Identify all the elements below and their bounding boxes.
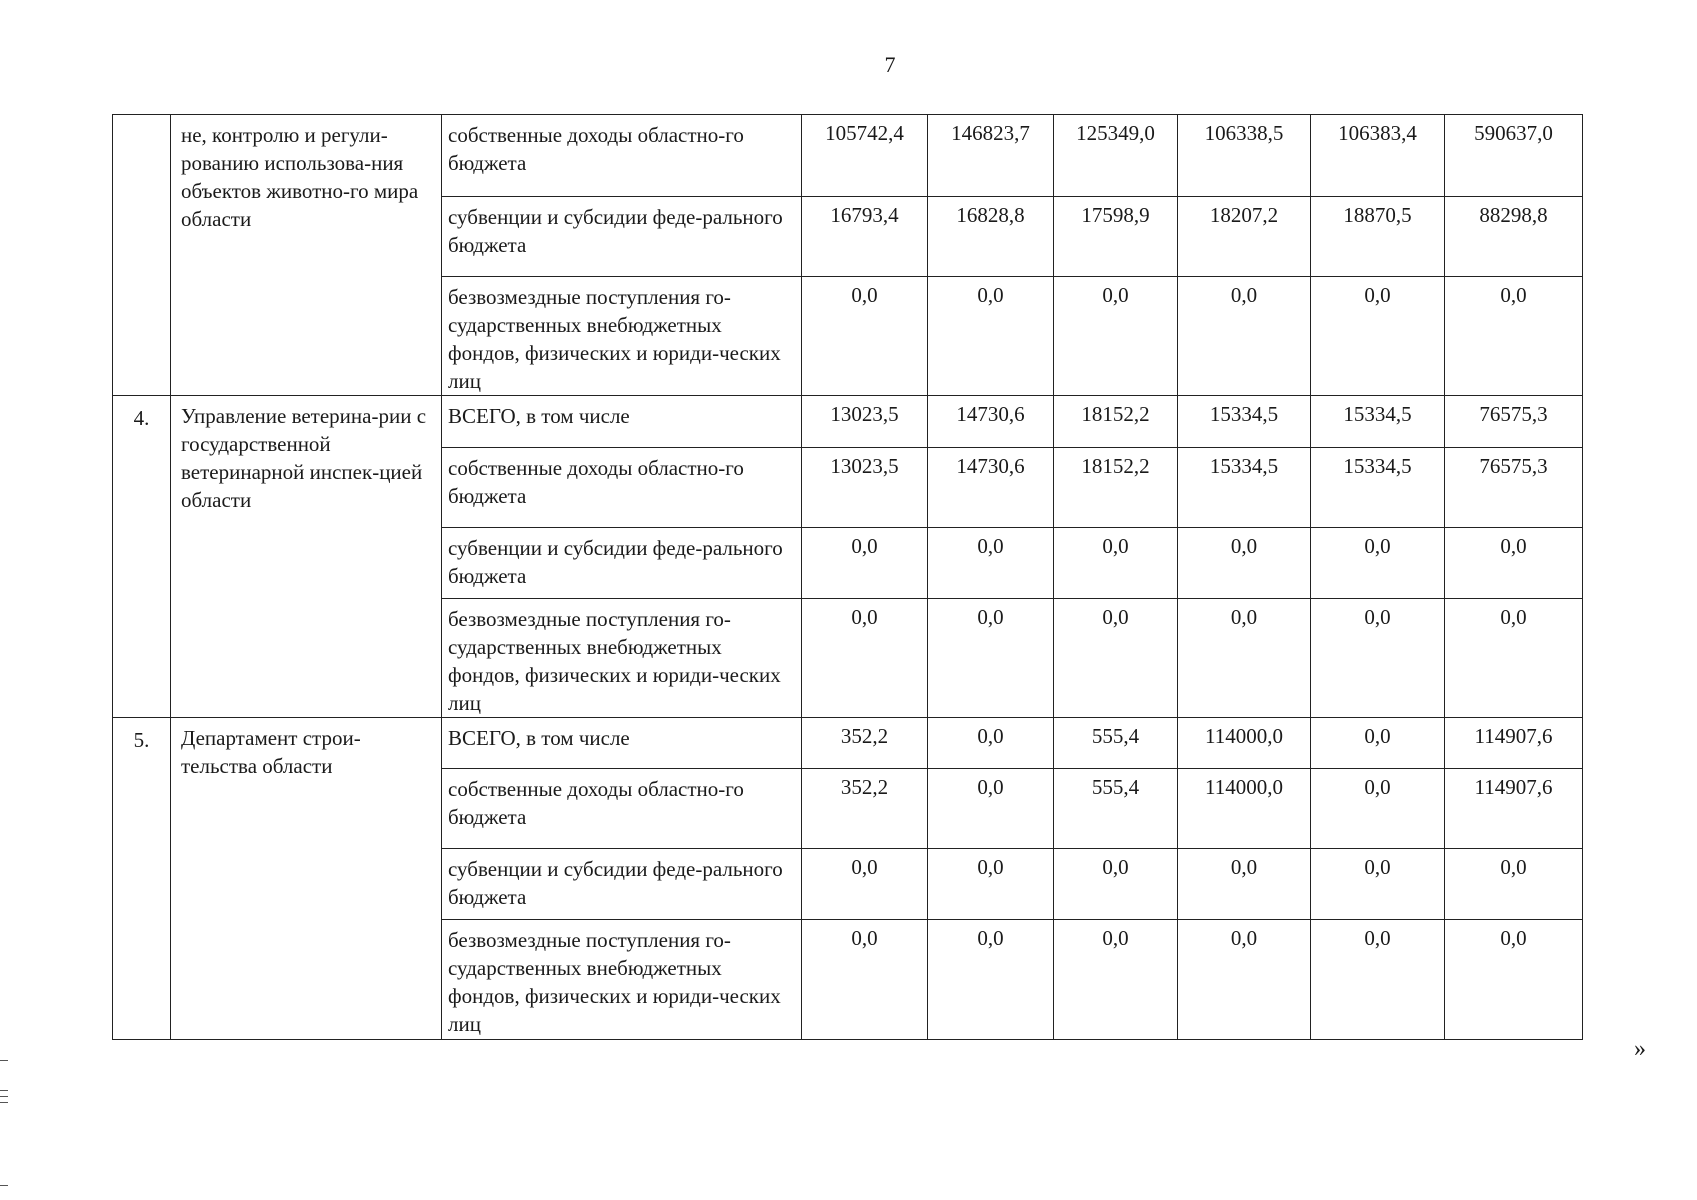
amount-cell: 0,0 [1311, 849, 1445, 920]
row-number-cell [113, 115, 171, 396]
row-number-cell: 4. [113, 396, 171, 718]
amount-cell: 0,0 [928, 718, 1054, 769]
amount-cell: 13023,5 [802, 396, 928, 448]
funding-source-cell: собственные доходы областно-го бюджета [442, 115, 802, 197]
amount-cell: 0,0 [802, 849, 928, 920]
amount-cell: 106338,5 [1178, 115, 1311, 197]
table-row [113, 115, 1583, 197]
amount-cell: 0,0 [928, 769, 1054, 849]
amount-cell: 0,0 [1445, 528, 1583, 599]
amount-cell: 16828,8 [928, 197, 1054, 277]
amount-cell: 18152,2 [1054, 396, 1178, 448]
funding-source-cell: ВСЕГО, в том числе [442, 396, 802, 448]
amount-cell: 0,0 [1178, 849, 1311, 920]
amount-cell: 0,0 [1311, 769, 1445, 849]
scan-edge-mark [0, 1090, 8, 1091]
amount-cell: 88298,8 [1445, 197, 1583, 277]
table-row [113, 396, 1583, 448]
amount-cell: 0,0 [1311, 920, 1445, 1040]
funding-source-cell: безвозмездные поступления го-сударственных внебюджетных фондов, физических и юриди-ческих лиц [442, 599, 802, 718]
amount-cell: 114907,6 [1445, 769, 1583, 849]
funding-source-cell: субвенции и субсидии феде-рального бюджета [442, 528, 802, 599]
funding-source-cell: субвенции и субсидии феде-рального бюджета [442, 849, 802, 920]
funding-source-cell: безвозмездные поступления го-сударственных внебюджетных фондов, физических и юриди-ческих лиц [442, 920, 802, 1040]
amount-cell: 0,0 [1311, 528, 1445, 599]
amount-cell: 0,0 [1054, 920, 1178, 1040]
funding-source-cell: субвенции и субсидии феде-рального бюджета [442, 197, 802, 277]
amount-cell: 0,0 [1311, 599, 1445, 718]
amount-cell: 17598,9 [1054, 197, 1178, 277]
closing-quote-mark: » [1634, 1036, 1646, 1062]
amount-cell: 0,0 [1054, 849, 1178, 920]
scan-edge-mark [0, 1096, 8, 1097]
amount-cell: 106383,4 [1311, 115, 1445, 197]
amount-cell: 0,0 [928, 920, 1054, 1040]
executor-name-cell: Департамент строи-тельства области [171, 718, 442, 1040]
funding-source-cell: безвозмездные поступления го-сударственных внебюджетных фондов, физических и юриди-ческих лиц [442, 277, 802, 396]
amount-cell: 0,0 [928, 849, 1054, 920]
amount-cell: 590637,0 [1445, 115, 1583, 197]
amount-cell: 0,0 [1311, 718, 1445, 769]
table-body [113, 115, 1583, 1040]
amount-cell: 0,0 [928, 277, 1054, 396]
amount-cell: 352,2 [802, 718, 928, 769]
funding-source-cell: ВСЕГО, в том числе [442, 718, 802, 769]
amount-cell: 0,0 [802, 599, 928, 718]
amount-cell: 15334,5 [1178, 396, 1311, 448]
amount-cell: 0,0 [1054, 528, 1178, 599]
amount-cell: 114000,0 [1178, 718, 1311, 769]
executor-name-cell: не, контролю и регули-рованию использова-ния объектов животно-го мира области [171, 115, 442, 396]
amount-cell: 15334,5 [1178, 448, 1311, 528]
amount-cell: 18870,5 [1311, 197, 1445, 277]
amount-cell: 18207,2 [1178, 197, 1311, 277]
amount-cell: 76575,3 [1445, 396, 1583, 448]
amount-cell: 0,0 [1178, 277, 1311, 396]
amount-cell: 114907,6 [1445, 718, 1583, 769]
amount-cell: 352,2 [802, 769, 928, 849]
amount-cell: 76575,3 [1445, 448, 1583, 528]
amount-cell: 0,0 [1178, 599, 1311, 718]
row-number-cell: 5. [113, 718, 171, 1040]
budget-table [112, 114, 1583, 1040]
funding-source-cell: собственные доходы областно-го бюджета [442, 769, 802, 849]
amount-cell: 16793,4 [802, 197, 928, 277]
amount-cell: 0,0 [928, 599, 1054, 718]
amount-cell: 0,0 [1054, 277, 1178, 396]
amount-cell: 114000,0 [1178, 769, 1311, 849]
amount-cell: 15334,5 [1311, 448, 1445, 528]
amount-cell: 125349,0 [1054, 115, 1178, 197]
scan-edge-mark [0, 1102, 8, 1103]
amount-cell: 0,0 [1445, 920, 1583, 1040]
amount-cell: 555,4 [1054, 769, 1178, 849]
amount-cell: 0,0 [1178, 920, 1311, 1040]
amount-cell: 14730,6 [928, 448, 1054, 528]
amount-cell: 0,0 [1445, 277, 1583, 396]
amount-cell: 0,0 [802, 528, 928, 599]
amount-cell: 0,0 [1311, 277, 1445, 396]
amount-cell: 15334,5 [1311, 396, 1445, 448]
executor-name-cell: Управление ветерина-рии с государственной ветеринарной инспек-цией области [171, 396, 442, 718]
amount-cell: 0,0 [802, 277, 928, 396]
amount-cell: 0,0 [928, 528, 1054, 599]
amount-cell: 14730,6 [928, 396, 1054, 448]
amount-cell: 0,0 [802, 920, 928, 1040]
amount-cell: 18152,2 [1054, 448, 1178, 528]
funding-source-cell: собственные доходы областно-го бюджета [442, 448, 802, 528]
amount-cell: 0,0 [1178, 528, 1311, 599]
amount-cell: 13023,5 [802, 448, 928, 528]
amount-cell: 0,0 [1054, 599, 1178, 718]
scan-edge-mark [0, 1185, 8, 1186]
amount-cell: 555,4 [1054, 718, 1178, 769]
amount-cell: 0,0 [1445, 599, 1583, 718]
amount-cell: 105742,4 [802, 115, 928, 197]
table-row [113, 718, 1583, 769]
page-number: 7 [884, 52, 896, 77]
amount-cell: 146823,7 [928, 115, 1054, 197]
scan-edge-mark [0, 1060, 8, 1061]
amount-cell: 0,0 [1445, 849, 1583, 920]
